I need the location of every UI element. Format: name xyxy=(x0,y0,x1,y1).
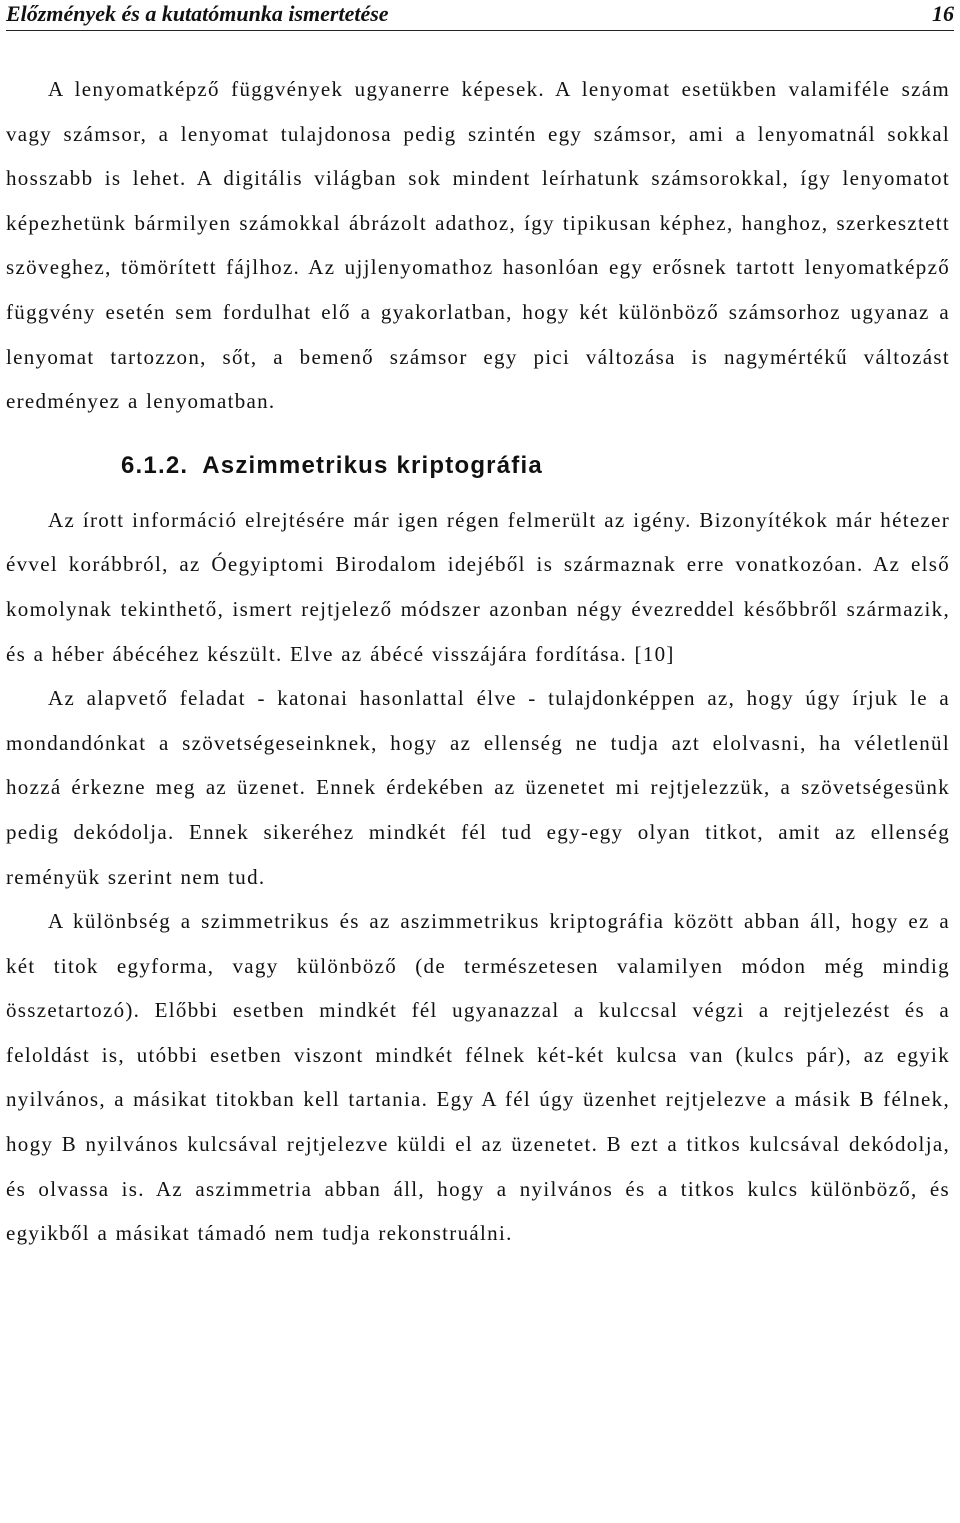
running-header xyxy=(6,0,954,31)
section-number: 6.1.2. xyxy=(121,451,189,479)
paragraph-history: Az írott információ elrejtésére már igen régen felmerült az igény. Bizonyítékok már hétezer évvel korábbról, az Óegyiptomi Birodalom idejéből is származnak erre vonatkozóan. Az első komolynak tekinthető, ismert rejtjelező módszer azonban négy évezreddel későbbről származik, és a héber ábécéhez készült. Elve az ábécé visszájára fordítása. [10] xyxy=(6,507,950,666)
page-number: 16 xyxy=(932,1,954,26)
page-body xyxy=(6,67,950,1256)
paragraph-hash-functions: A lenyomatképző függvények ugyanerre képesek. A lenyomat esetükben valamiféle szám vagy számsor, a lenyomat tulajdonosa pedig szintén egy számsor, ami a lenyomatnál sokkal hosszabb is lehet. A digitális világban sok mindent leírhatunk számsorokkal, így lenyomatot képezhetünk bármilyen számokkal ábrázolt adathoz, így tipikusan képhez, hanghoz, szerkesztett szöveghez, tömörített fájlhoz. Az ujjlenyomathoz hasonlóan egy erősnek tartott lenyomatképző függvény esetén sem fordulhat elő a gyakorlatban, hogy két különböző számsorhoz ugyanaz a lenyomat tartozzon, sőt, a bemenő számsor egy pici változása is nagymértékű változást eredményez a lenyomatban. xyxy=(6,77,950,414)
paragraph-basic-task: Az alapvető feladat - katonai hasonlattal élve - tulajdonképpen az, hogy úgy írjuk le a mondandónkat a szövetségeseinknek, hogy az ellenség ne tudja azt elolvasni, ha véletlenül hozzá érkezne meg az üzenet. Ennek érdekében az üzenetet mi rejtjelezzük, a szövetségesünk pedig dekódolja. Ennek sikeréhez mindkét fél tud egy-egy olyan titkot, amit az ellenség reményük szerint nem tud. xyxy=(6,686,950,889)
chapter-title: Előzmények és a kutatómunka ismertetése xyxy=(6,1,389,26)
section-heading xyxy=(6,434,950,498)
paragraph-symmetric-vs-asymmetric: A különbség a szimmetrikus és az aszimmetrikus kriptográfia között abban áll, hogy ez a két titok egyforma, vagy különböző (de természetesen valamilyen módon még mindig összetartozó). Előbbi esetben mindkét fél ugyanazzal a kulccsal végzi a rejtjelezést és a feloldást is, utóbbi esetben viszont mindkét félnek két-két kulcsa van (kulcs pár), az egyik nyilvános, a másikat titokban kell tartania. Egy A fél úgy üzenhet rejtjelezve a másik B félnek, hogy B nyilvános kulcsával rejtjelezve küldi el az üzenetet. B ezt a titkos kulcsával dekódolja, és olvassa is. Az aszimmetria abban áll, hogy a nyilvános és a titkos kulcs különböző, és egyikből a másikat támadó nem tudja rekonstruálni. xyxy=(6,909,950,1246)
section-title: Aszimmetrikus kriptográfia xyxy=(202,451,543,479)
